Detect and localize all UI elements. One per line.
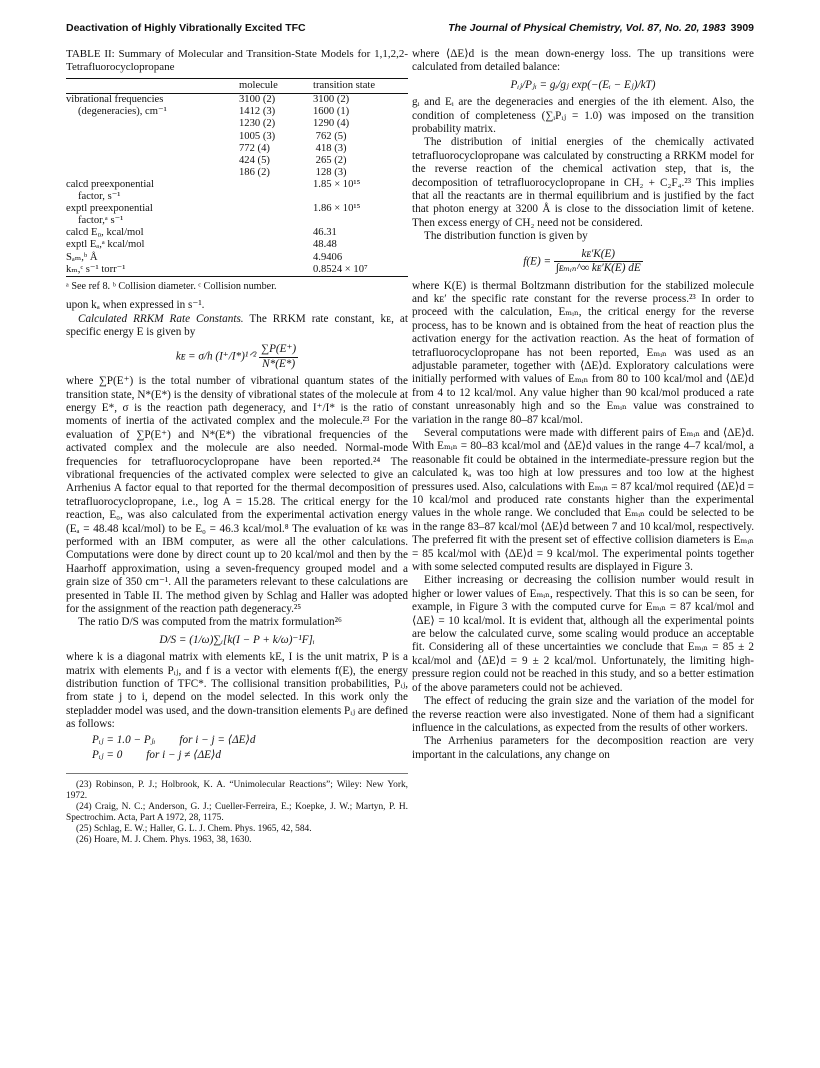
- reference-item: (26) Hoare, M. J. Chem. Phys. 1963, 38, 1630.: [76, 834, 252, 845]
- reference-item: (24) Craig, N. C.; Anderson, G. J.; Cueller-Ferreira, E.; Koepke, J. W.; Martyn, P. H. Spectrochim. Acta, Part A 1972, 28, 1175.: [66, 801, 408, 823]
- paragraph: where ⟨ΔE⟩d is the mean down-energy loss. The up transitions were calculated from detailed balance:: [412, 48, 754, 74]
- page-number: 3909: [730, 22, 754, 34]
- equation-pij-1: [66, 734, 408, 747]
- equation-numerator: ∑P(E⁺): [259, 343, 298, 357]
- ts-value: 265 (2): [313, 154, 347, 166]
- ts-value: 1290 (4): [313, 118, 350, 130]
- param-value: 4.9406: [313, 251, 343, 263]
- running-header: [66, 22, 754, 38]
- paragraph: where k is a diagonal matrix with elements kE, I is the unit matrix, P is a matrix with elements Pᵢⱼ, and f is a vector with elements f(E), the energy distribution function of TFC*. The collisional transition probabilities, Pᵢⱼ, from state j to i, depend on the model selected. In this work only the stepladder model was used, and the down-transition elements Pᵢⱼ are defined as follows:: [66, 651, 408, 731]
- parameter-table: [66, 78, 408, 277]
- left-column: [66, 48, 408, 846]
- molecule-value: 424 (5): [239, 154, 270, 166]
- table-footnotes: ᵃ See ref 8. ᵇ Collision diameter. ᶜ Collision number.: [66, 280, 277, 292]
- ts-value: 128 (3): [313, 166, 347, 178]
- paragraph: gᵢ and Eᵢ are the degeneracies and energies of the ith element. Also, the condition of completeness (∑ᵢPᵢⱼ = 1.0) was imposed on the transition probability matrix.: [412, 96, 754, 136]
- paragraph: Several computations were made with different pairs of Eₘᵢₙ and ⟨ΔE⟩d. With Eₘᵢₙ = 80–83 kcal/mol and ⟨ΔE⟩d values in the range 4–7 kcal/mol, a reasonable fit could be obtained in the intermediate-pressure region but the calculated kₐ was too high at low pressures and too low at the highest pressures used. Also, calculations with Eₘᵢₙ = 87 kcal/mol required ⟨ΔE⟩d = 10 kcal/mol and produced rate constants higher than the experimental values in the whole range. We concluded that Eₘᵢₙ could be selected to be in the range 83–87 kcal/mol ⟨ΔE⟩d between 7 and 10 kcal/mol, respectively. The preferred fit with the present set of effective collision diameters is Eₘᵢₙ = 85 kcal/mol with ⟨ΔE⟩d = 9 kcal/mol. The experimental points together with some selected computed results are displayed in Figure 3.: [412, 426, 754, 574]
- equation-pij-2: [66, 749, 408, 762]
- row-label: factor, s⁻¹: [78, 191, 121, 203]
- table-row: [66, 179, 408, 191]
- reference-item: (25) Schlag, E. W.; Haller, G. L. J. Chem. Phys. 1965, 42, 584.: [76, 823, 312, 834]
- row-label: (degeneracies), cm⁻¹: [78, 106, 167, 118]
- equation-fraction: [554, 248, 643, 276]
- paragraph: The distribution of initial energies of the chemically activated tetrafluorocyclopropane was calculated by constructing a RRKM model for the reverse reaction of the chemical activation step, that is, the decomposition of tetrafluorocyclopropane in CH₂ + C₂F₄.²³ This implies that all the reactants are in thermal equilibrium and is justified by the fact that photon energy at 3200 Å is close to the dissociation limit of ketene. Then excess energy of CH₂ need not be considered.: [412, 136, 754, 229]
- row-label: kₘ,ᶜ s⁻¹ torr⁻¹: [66, 263, 126, 275]
- ts-value: 762 (5): [313, 130, 347, 142]
- paragraph: The ratio D/S was computed from the matrix formulation²⁶: [78, 616, 342, 629]
- equation-lhs: Pᵢⱼ = 0: [92, 749, 123, 762]
- equation-lhs: Pᵢⱼ = 1.0 − Pⱼᵢ: [92, 733, 156, 746]
- equation-lhs: kᴇ =: [175, 350, 196, 363]
- equation-distribution: [412, 248, 754, 276]
- paragraph: The effect of reducing the grain size and the variation of the model for the reverse reaction were also investigated. None of them had a significant influence in the calculations, as expected from the results of other workers.: [412, 695, 754, 734]
- equation-numerator: kᴇ′K(E): [554, 248, 643, 262]
- equation-lhs: f(E) =: [523, 255, 552, 268]
- param-value: 0.8524 × 10⁷: [313, 263, 368, 275]
- section-heading: Calculated RRKM Rate Constants.: [78, 312, 244, 325]
- paragraph: The distribution function is given by: [424, 230, 588, 243]
- table-row: [66, 106, 408, 118]
- table-header-molecule: molecule: [239, 80, 278, 92]
- equation-ds: D/S = (1/ω)∑ᵢ[k(I − P + k/ω)⁻¹F]ᵢ: [159, 633, 315, 646]
- table-row: [66, 94, 408, 106]
- right-column: [412, 48, 754, 762]
- equation-fraction: [259, 343, 298, 371]
- paragraph: Either increasing or decreasing the collision number would result in higher or lower values of Eₘᵢₙ, respectively. That this is so can be seen, for example, in Figure 3 with the computed curve for Eₘᵢₙ = 87 kcal/mol and ⟨ΔE⟩ = 10 kcal/mol. It is evident that, although all the experimental points are below the calculated curve, some scaling would produce an acceptable fit. Considering all of these uncertainties we conclude that Eₘᵢₙ = 85 ± 2 kcal/mol and ⟨ΔE⟩d = 9 ± 2 kcal/mol. Unfortunately, the limiting high-pressure region could not be reached in this study, and so a better estimation of the above parameters could not be achieved.: [412, 574, 754, 694]
- ts-value: 3100 (2): [313, 94, 350, 106]
- paragraph: The Arrhenius parameters for the decomposition reaction are very important in the calculations, any change on: [412, 735, 754, 761]
- row-label: factor,ᵃ s⁻¹: [78, 215, 124, 227]
- reference-item: (23) Robinson, P. J.; Holbrook, K. A. “Unimolecular Reactions”; Wiley: New York, 1972.: [66, 779, 408, 801]
- param-value: 46.31: [313, 227, 337, 239]
- molecule-value: 1230 (2): [239, 118, 276, 130]
- table-row: [66, 191, 408, 203]
- table-caption: TABLE II: Summary of Molecular and Transition-State Models for 1,1,2,2-Tetrafluorocyclopropane: [66, 48, 408, 73]
- ts-value: 418 (3): [313, 142, 347, 154]
- table-row: [66, 252, 408, 264]
- table-row: [66, 155, 408, 167]
- equation-factor: σ/h (I⁺/I*)¹ᐟ²: [198, 350, 257, 363]
- molecule-value: 1005 (3): [239, 130, 276, 142]
- table-row: [66, 264, 408, 276]
- table-row: [66, 167, 408, 179]
- row-label: calcd preexponential: [66, 178, 154, 190]
- row-label: calcd E₀, kcal/mol: [66, 227, 144, 239]
- ts-value: 1600 (1): [313, 106, 350, 118]
- equation-denominator: ∫ᴇₘᵢₙ^∞ kᴇ′K(E) dE: [555, 262, 641, 275]
- param-value: 1.85 × 10¹⁵: [313, 178, 361, 190]
- table-row: [66, 203, 408, 215]
- molecule-value: 1412 (3): [239, 106, 276, 118]
- equation-rrkm: [66, 343, 408, 371]
- row-label: vibrational frequencies: [66, 94, 164, 106]
- table-header-transition-state: transition state: [313, 80, 376, 92]
- header-journal: [448, 22, 754, 34]
- equation-condition: for i − j = ⟨ΔE⟩d: [179, 733, 256, 746]
- table-row: [66, 239, 408, 251]
- paragraph: [66, 313, 408, 340]
- table-row: [66, 131, 408, 143]
- equation-detailed-balance: Pᵢⱼ/Pⱼᵢ = gᵢ/gⱼ exp(−(Eᵢ − Eⱼ)/kT): [510, 78, 656, 91]
- molecule-value: 3100 (2): [239, 94, 276, 106]
- paragraph: upon kₐ when expressed in s⁻¹.: [66, 299, 205, 312]
- molecule-value: 772 (4): [239, 142, 270, 154]
- paragraph: where K(E) is thermal Boltzmann distribution for the stabilized molecule and kᴇ′ the specific rate constant for the reverse process.²³ In order to proceed with the calculation, Eₘᵢₙ, the critical energy for the reverse process, has to be known and is obtained from the heat of reaction plus the activation energy for the activation reaction. As the heat of formation of tetrafluorocyclopropane has not been reported, Eₘᵢₙ was used as an adjustable parameter, together with ⟨ΔE⟩d. Exploratory calculations were initially performed with values of Eₘᵢₙ from 80 to 100 kcal/mol and ⟨ΔE⟩d from 4 to 12 kcal/mol. Any value higher than 90 kcal/mol produced a rate constant unreasonably high and so the Eₘᵢₙ value was constrained to variation in the range 80–87 kcal/mol.: [412, 279, 754, 426]
- param-value: 48.48: [313, 239, 337, 251]
- references: [66, 773, 408, 846]
- paragraph-text: The RRKM rate constant, kᴇ, at specific energy E is given by: [66, 312, 408, 338]
- row-label: exptl Eₐ,ᵃ kcal/mol: [66, 239, 145, 251]
- table-header-empty: [66, 80, 239, 92]
- table-header-row: [66, 79, 408, 94]
- table-row: [66, 215, 408, 227]
- journal-citation: The Journal of Physical Chemistry, Vol. 87, No. 20, 1983: [448, 22, 726, 34]
- table-row: [66, 227, 408, 239]
- equation-condition: for i − j ≠ ⟨ΔE⟩d: [146, 749, 221, 762]
- header-title: Deactivation of Highly Vibrationally Excited TFC: [66, 22, 306, 34]
- row-label: Sₐₘ,ᵇ Å: [66, 251, 98, 263]
- paragraph: where ∑P(E⁺) is the total number of vibrational quantum states of the transition state, N*(E*) is the density of vibrational states of the molecule at energy E*, σ is the reaction path degeneracy, and I⁺/I* is the ratio of moments of inertia of the activated complex and the molecule.²³ For the evaluation of ∑P(E⁺) and N*(E*) the vibrational frequencies of the activated complex and the molecule are also needed. Normal-mode frequencies for tetrafluorocyclopropane have been reported.²⁴ The vibrational frequencies of the activated complex were selected to give an Arrhenius A factor equal to that reported for the thermal decomposition of tetrafluorocyclopropane, i.e., log A = 15.28. The critical energy for the reaction, E₀, was also calculated from the experimental activation energy (Eₐ = 48.48 kcal/mol) to be E₀ = 46.3 kcal/mol.⁸ The evaluation of kᴇ was performed with an IBM computer, as were all the other calculations. Computations were done by direct count up to 20 kcal/mol and then by the Haarhoff approximation, using a seven-frequency grouped model and a grain size of 350 cm⁻¹. All the parameters relevant to these calculations are presented in Table II. The method given by Schlag and Haller was adopted for the assignment of the reaction path degeneracy.²⁵: [66, 375, 408, 616]
- equation-denominator: N*(E*): [262, 357, 296, 370]
- table-row: [66, 143, 408, 155]
- table-row: [66, 118, 408, 130]
- row-label: exptl preexponential: [66, 203, 153, 215]
- molecule-value: 186 (2): [239, 166, 270, 178]
- param-value: 1.86 × 10¹⁵: [313, 203, 361, 215]
